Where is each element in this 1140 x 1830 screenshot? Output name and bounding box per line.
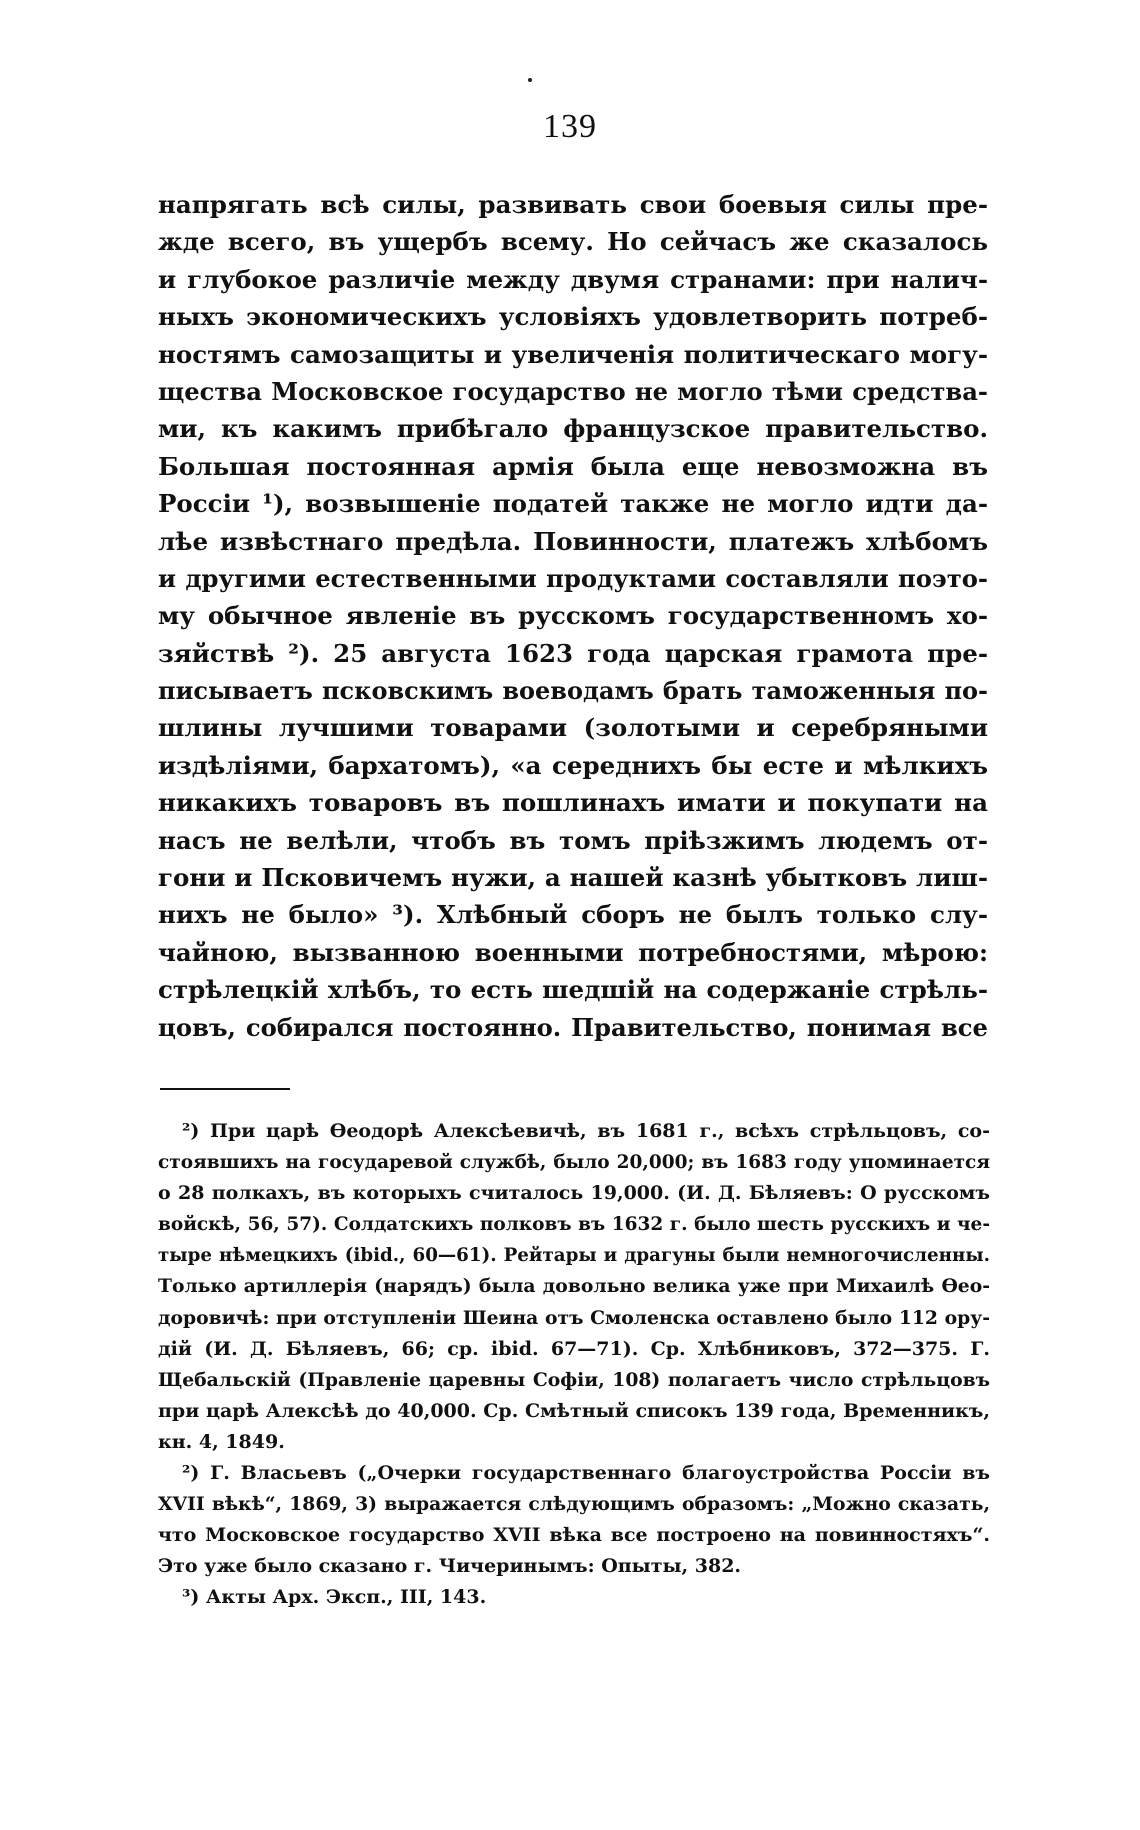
text-line: гони и Псковичемъ нужи, а нашей казнѣ убытковъ лиш-	[158, 863, 988, 893]
text-line: чайною, вызванною военными потребностями, мѣрою:	[158, 937, 988, 967]
footnote-line: дій (И. Д. Бѣляевъ, 66; ср. ibid. 67—71). Ср. Хлѣбниковъ, 372—375. Г.	[158, 1337, 990, 1360]
footnote-line: Щебальскій (Правленіе царевны Софіи, 108) полагаетъ число стрѣльцовъ	[158, 1368, 990, 1391]
print-speck	[528, 78, 532, 82]
text-line: Россіи ¹), возвышеніе податей также не могло идти да-	[158, 489, 988, 519]
text-line: цовъ, собирался постоянно. Правительство, понимая все	[158, 1012, 988, 1042]
text-line: насъ не велѣли, чтобъ въ томъ пріѣзжимъ людемъ от-	[158, 825, 988, 855]
footnote-line: XVII вѣкѣ“, 1869, 3) выражается слѣдующимъ образомъ: „Можно сказать,	[158, 1493, 990, 1516]
text-line: и глубокое различіе между двумя странами: при налич-	[158, 264, 988, 294]
text-line: лѣе извѣстнаго предѣла. Повинности, платежъ хлѣбомъ	[158, 526, 988, 556]
text-line: издѣліями, бархатомъ), «а середнихъ бы есте и мѣлкихъ	[158, 750, 988, 780]
text-line: Большая постоянная армія была еще невозможна въ	[158, 451, 988, 481]
footnote-line: кн. 4, 1849.	[158, 1430, 285, 1453]
text-line: жде всего, въ ущербъ всему. Но сейчасъ же сказалось	[158, 227, 988, 257]
footnote-line: при царѣ Алексѣѣ до 40,000. Ср. Смѣтный списокъ 139 года, Временникъ,	[158, 1399, 990, 1422]
footnotes-block	[158, 1116, 990, 1614]
footnote-divider	[160, 1088, 290, 1090]
text-line: напрягать всѣ силы, развивать свои боевыя силы пре-	[158, 190, 988, 219]
footnote-line: о 28 полкахъ, въ которыхъ считалось 19,000. (И. Д. Бѣляевъ: О русскомъ	[158, 1182, 990, 1205]
text-line: никакихъ товаровъ въ пошлинахъ имати и покупати на	[158, 788, 988, 818]
footnote-line: Это уже было сказано г. Чичеринымъ: Опыты, 382.	[158, 1555, 742, 1578]
footnote-line: что Московское государство XVII вѣка все построено на повинностяхъ“.	[158, 1524, 990, 1547]
footnote-line: ³) Акты Арх. Эксп., III, 143.	[182, 1586, 487, 1609]
text-line: и другими естественными продуктами составляли поэто-	[158, 563, 988, 593]
text-line: ностямъ самозащиты и увеличенія политическаго могу-	[158, 339, 988, 369]
footnote-line: войскѣ, 56, 57). Солдатскихъ полковъ въ 1632 г. было шесть русскихъ и че-	[158, 1214, 990, 1236]
text-line: му обычное явленіе въ русскомъ государственномъ хо-	[158, 601, 988, 631]
text-line: ныхъ экономическихъ условіяхъ удовлетворить потреб-	[158, 302, 988, 332]
text-line: писываетъ псковскимъ воеводамъ брать таможенныя по-	[158, 676, 988, 706]
text-line: зяйствѣ ²). 25 августа 1623 года царская грамота пре-	[158, 638, 988, 668]
text-line: щества Московское государство не могло тѣми средства-	[158, 376, 988, 406]
page-number: 139	[543, 108, 597, 145]
footnote-line: доровичѣ: при отступленіи Шеина отъ Смоленска оставлено было 112 ору-	[158, 1306, 990, 1329]
footnote-line: стоявшихъ на государевой службѣ, было 20,000; въ 1683 году упоминается	[158, 1152, 990, 1174]
text-line: шлины лучшими товарами (золотыми и серебряными	[158, 713, 988, 743]
footnote-line: ²) При царѣ Ѳеодорѣ Алексѣевичѣ, въ 1681 г., всѣхъ стрѣльцовъ, со-	[182, 1120, 990, 1142]
footnote-line: Только артиллерія (нарядъ) была довольно велика уже при Михаилѣ Ѳео-	[158, 1275, 990, 1298]
text-line: нихъ не было» ³). Хлѣбный сборъ не былъ только слу-	[158, 900, 988, 930]
text-line: стрѣлецкій хлѣбъ, то есть шедшій на содержаніе стрѣль-	[158, 975, 988, 1005]
main-text-block	[158, 186, 988, 1046]
footnote-line: ²) Г. Власьевъ („Очерки государственнаго благоустройства Россіи въ	[182, 1462, 990, 1485]
text-line: ми, къ какимъ прибѣгало французское правительство.	[158, 414, 988, 444]
footnote-line: тыре нѣмецкихъ (ibid., 60—61). Рейтары и драгуны были немногочисленны.	[158, 1245, 990, 1267]
